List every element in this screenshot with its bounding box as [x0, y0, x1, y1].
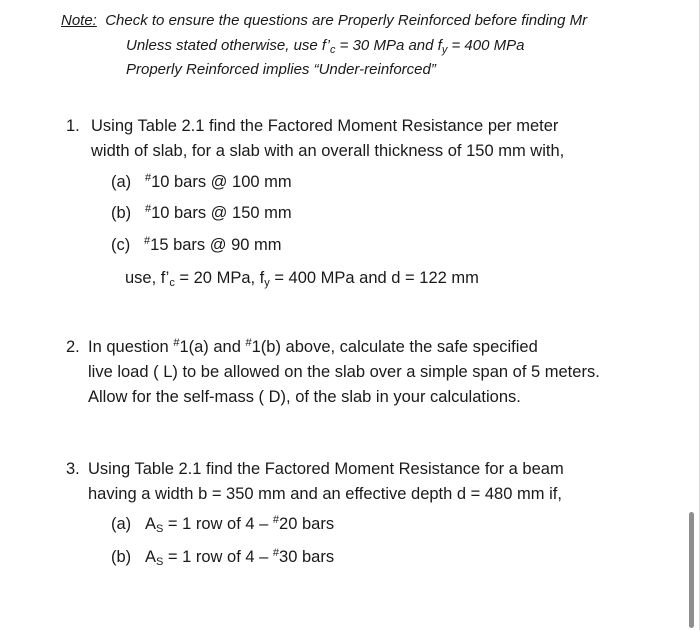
q1-item-c: [111, 237, 282, 254]
q2-line-2: live load ( L) to be allowed on the slab over a simple span of 5 meters.: [88, 363, 600, 381]
q3-item-b-as-sub: S: [155, 556, 164, 568]
note-line-1: [61, 13, 587, 28]
q1-item-c-text: 15 bars @ 90 mm: [150, 236, 282, 254]
note-fc-prefix: Unless stated otherwise, use f’: [126, 37, 330, 54]
note-fc-sub: c: [330, 44, 336, 56]
q3-line-2: having a width b = 350 mm and an effective depth d = 480 mm if,: [88, 485, 562, 503]
q1-item-a-text: 10 bars @ 100 mm: [151, 173, 292, 191]
q3-item-a-as-sub: S: [155, 523, 164, 535]
q1-use-fc-sub: c: [169, 277, 175, 289]
note-label: Note:: [61, 12, 97, 29]
q1-line-2: width of slab, for a slab with an overall thickness of 150 mm with,: [91, 142, 565, 160]
q1-item-b-label: (b): [111, 204, 132, 222]
vertical-scrollbar[interactable]: [689, 512, 694, 628]
q1-item-c-hash: #: [144, 235, 151, 247]
q3-item-a: [111, 516, 334, 533]
q1-item-a: [111, 174, 292, 191]
q3-item-a-pre: = 1 row of 4 –: [163, 515, 273, 533]
q2-line-1-c: 1(b) above, calculate the safe specified: [251, 338, 538, 356]
q3-item-b-pre: = 1 row of 4 –: [163, 548, 273, 566]
q2-line-1: [88, 339, 538, 356]
q1-line-1: Using Table 2.1 find the Factored Moment Resistance per meter: [91, 117, 559, 135]
q3-number: 3.: [66, 460, 80, 478]
q3-item-b: [111, 549, 334, 566]
q1-use-values: = 400 MPa and d = 122 mm: [269, 269, 479, 287]
q1-use-fy-sub: y: [264, 277, 270, 289]
q3-item-a-hash: #: [272, 514, 280, 526]
note-line-2: [126, 37, 525, 56]
q1-use-line: [125, 270, 479, 287]
q1-item-b-text: 10 bars @ 150 mm: [151, 204, 292, 222]
q1-use-fy-prefix: = 20 MPa, f: [174, 269, 265, 287]
q1-item-b: [111, 205, 292, 222]
q1-item-a-label: (a): [111, 173, 132, 191]
q2-hash-2: #: [245, 337, 252, 349]
note-fy-prefix: = 30 MPa and f: [335, 37, 442, 54]
note-fy-sub: y: [441, 44, 448, 56]
q3-item-b-hash: #: [272, 547, 280, 559]
q3-item-a-text: 20 bars: [279, 515, 335, 533]
q3-item-b-text: 30 bars: [279, 548, 335, 566]
q1-item-a-hash: #: [144, 172, 152, 184]
q2-line-1-b: 1(a) and: [179, 338, 246, 356]
q3-item-a-label: (a): [111, 515, 132, 533]
note-under-reinforced: Properly Reinforced implies “Under-reinforced”: [126, 61, 436, 78]
q3-line-1: Using Table 2.1 find the Factored Moment Resistance for a beam: [88, 460, 564, 478]
note-text: Check to ensure the questions are Properly Reinforced before finding Mr: [105, 12, 588, 29]
q2-line-3: Allow for the self-mass ( D), of the slab in your calculations.: [88, 388, 521, 406]
q3-item-a-as: A: [144, 515, 156, 533]
q1-item-b-hash: #: [144, 203, 152, 215]
q1-item-c-label: (c): [111, 236, 131, 254]
note-line-3: [126, 62, 436, 77]
q2-hash-1: #: [173, 337, 180, 349]
q2-line-1-a: In question: [88, 338, 174, 356]
q1-use-fc-prefix: use, f’: [125, 269, 170, 287]
q3-item-b-label: (b): [111, 548, 132, 566]
q1-number: 1.: [66, 117, 80, 135]
q3-item-b-as: A: [144, 548, 156, 566]
q2-number: 2.: [66, 338, 80, 356]
note-fy-value: = 400 MPa: [447, 37, 525, 54]
